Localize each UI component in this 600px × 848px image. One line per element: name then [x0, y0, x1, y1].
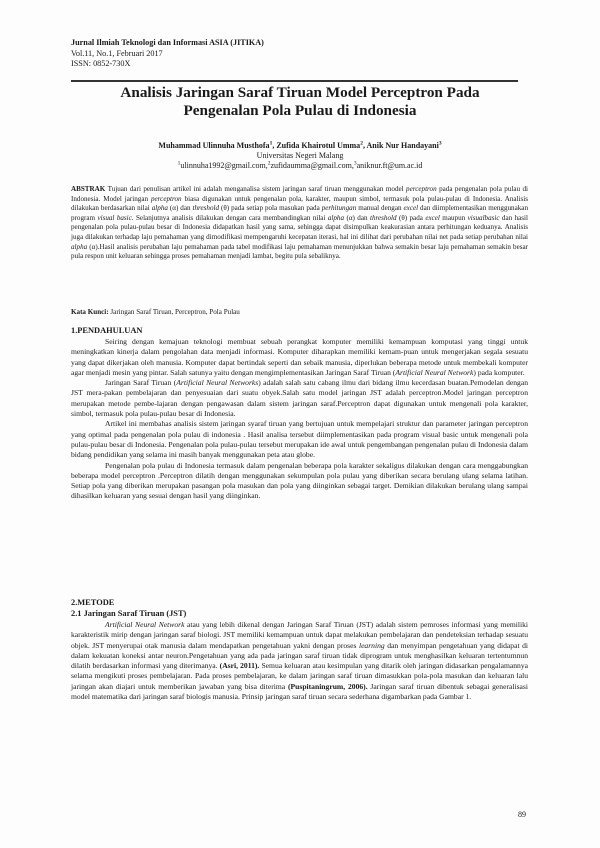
- abstract-text: biasa digunakan untuk pengenalan pola, karakter, maupun simbol, termasuk pola pulau-pulau di Indonesia. Analisis dilakukan berdasarkan nilai: [71, 194, 529, 213]
- paragraph-text: Seiring dengan kemajuan teknologi membuat sebuah perangkat komputer memiliki kemampuan komputasi yang tinggi untuk meningkatkan kinerja dalam pengolahan data menjadi informasi. Komputer diharapkan memiliki kemam-puan untuk mengerjakan segala sesuatu yang dapat dikerjakan oleh manusia. Komputer dapat bertindak seperti dan sebaik manusia, diperlukan beberapa metode untuk membekali komputer agar menjadi mesin yang pintar. Salah satunya yaitu dengan mengimplementasikan Jaringan Saraf Tiruan (: [71, 337, 528, 377]
- abstract-term: alpha: [327, 213, 345, 222]
- abstract-text: maupun: [439, 213, 468, 222]
- paragraph-term: Artificial Neural Networks: [176, 378, 259, 388]
- email-1: ulinnuha1992@gmail.com,: [180, 161, 268, 170]
- abstract-term: threshold: [369, 213, 397, 222]
- section-heading-introduction: 1.PENDAHULUAN: [71, 326, 143, 335]
- keywords: [71, 307, 528, 317]
- abstract-text: pada pengenalan pola pulau di Indonesia. Model jaringan: [71, 185, 528, 203]
- affiliation: Universitas Negeri Malang: [256, 151, 344, 160]
- author-block: [60, 141, 540, 171]
- abstract-text: (α) dan: [344, 213, 370, 222]
- paper-title: [60, 84, 540, 120]
- author-names: [60, 141, 540, 151]
- author-emails: [60, 161, 540, 171]
- intro-paragraph-2: [71, 378, 528, 419]
- author-sep: ,: [362, 141, 367, 150]
- paragraph-text: atau yang lebih dikenal dengan Jaringan Saraf Tiruan (JST) adalah sistem pemroses informasi yang memiliki karakteristik mirip dengan jaringan saraf biologi. JST memiliki kemampuan untuk dapat melakukan pembelajaran dan pendeteksian terhadap sesuatu objek. JST menyerupai otak manusia dalam mendapatkan pengetahuan yakni dengan proses: [71, 620, 528, 650]
- abstract-term: visual basic: [97, 213, 132, 222]
- author-1: Muhammad Ulinnuha Musthofa: [158, 141, 270, 150]
- abstract-text: (α) dan: [167, 204, 193, 213]
- title-line-2: Pengenalan Pola Pulau di Indonesia: [183, 102, 417, 119]
- abstract-label: ABSTRAK: [71, 185, 106, 193]
- abstract-term: excel: [403, 204, 419, 213]
- intro-paragraph-1: [71, 337, 528, 378]
- journal-volume: Vol.11, No.1, Februari 2017: [71, 48, 163, 58]
- email-2: zufidaumma@gmail.com,: [270, 161, 354, 170]
- abstract-text: . Selanjutnya analisis dilakukan dengan cara membandingkan nilai: [131, 213, 328, 222]
- section-heading-method: 2.METODE: [71, 598, 115, 607]
- method-paragraph-1: [71, 620, 528, 702]
- journal-issn: ISSN: 0852-730X: [71, 59, 131, 68]
- email-3: aniknur.ft@um.ac.id: [356, 161, 423, 170]
- email-3-sup: 3: [353, 160, 357, 167]
- paragraph-text: Jaringan Saraf Tiruan (: [105, 378, 177, 388]
- abstract-text: (θ) pada: [396, 213, 426, 222]
- abstract-term: alpha: [151, 204, 168, 213]
- abstract-text: (α).Hasil analisis perubahan laju pemahaman pada tabel modifikasi laju pemahaman menunjukkan bahwa semakin besar laju pemahaman semakin besar pula respon unit keluaran sehingga proses pemahaman menjadi lambat, begitu pula sebaliknya.: [71, 242, 528, 261]
- abstract-text: dan diimplementasikan menggunakan program: [71, 204, 528, 222]
- paragraph-text: ) adalah salah satu cabang ilmu dari bidang ilmu kecerdasan buatan.Pemodelan dengan JST mera-pakan pembelajaran dan penyesuaian dari suatu obyek.Salah satu model jaringan JST adalah perceptron.Model jaringan perceptron merupakan metode pembe-lajaran dengan pengawasan dalam sistem jaringan saraf.Perceptron dapat digunakan untuk mengenali pola karakter, simbol, termasuk pola pulau-pulau besar di Indonesia.: [71, 378, 529, 419]
- abstract-term: excel: [425, 213, 440, 222]
- method-body: [71, 620, 528, 702]
- title-line-1: Analisis Jaringan Saraf Tiruan Model Perceptron Pada: [120, 84, 480, 101]
- abstract-term: alpha: [71, 242, 88, 251]
- abstract-term: perhitungan: [321, 204, 357, 213]
- abstract-term: perceptron: [406, 185, 437, 193]
- author-3: Anik Nur Handayani: [366, 141, 439, 150]
- journal-name: Jurnal Ilmiah Teknologi dan Informasi ASIA (JITIKA): [71, 38, 264, 47]
- author-3-sup: 3: [438, 140, 442, 147]
- paragraph-text: Semua keluaran atau kesimpulan yang ditarik oleh jaringan didasarkan pengalamannya selama mengikuti proses pembelajaran. Pada proses pembelajaran, ke dalam jaringan saraf tiruan dimasukkan pola-pola masukan dan keluaran lalu jaringan akan diajari untuk memberikan jawaban yang bisa diterima: [71, 661, 528, 691]
- author-2: Zufida Khairotul Umma: [276, 141, 361, 150]
- paragraph-term: Artificial Neural Network: [395, 367, 474, 377]
- citation: (Asri, 2011).: [219, 661, 260, 671]
- abstract-text: manual dengan: [356, 204, 404, 213]
- abstract-text: dan hasil pengenalan pola pulau-pulau besar di Indonesia didapatkan hasil yang sama, sehingga dapat disimpulkan keakurasian antara perhitungan keduanya. Analisis juga dilakukan terhadap laju pemahaman yang dimodifikasi mempengaruhi kecepatan iterasi, hal ini dilihat dari perubahan nilai net pada setiap perubahan nilai: [71, 213, 528, 241]
- header-rule: [71, 80, 518, 82]
- email-2-sup: 2: [267, 160, 271, 167]
- author-2-sup: 2: [360, 140, 363, 147]
- paragraph-term: Artificial Neural Network: [105, 620, 185, 629]
- abstract-term: perceptron: [150, 194, 182, 203]
- abstract-text: Tujuan dari penulisan artikel ini adalah menganalisa sistem jaringan saraf tiruan menggunakan model: [107, 185, 407, 193]
- intro-paragraph-4: Pengenalan pola pulau di Indonesia termasuk dalam pengenalan beberapa pola karakter sekaligus dilakukan dengan cara menggabungkan beberapa model perceptron .Perceptron dilatih dengan menggunakan sekumpulan pola pulau yang diberikan secara berulang ulang selama latihan. Setiap pola yang diberikan merupakan pasangan pola masukan dan pola yang diinginkan sebagai target. Demikian dilakukan berulang ulang sampai dihasilkan keluaran yang sesuai dengan hasil yang diinginkan.: [71, 460, 528, 501]
- citation: (Puspitaningrum, 2006).: [287, 681, 368, 691]
- intro-paragraph-3: Artikel ini membahas analisis sistem jaringan syaraf tiruan yang bertujuan untuk mempelajari struktur dan parameter jaringan perceptron yang optimal pada pengenalan pola pulau di indonesia . Hasil analisa tersebut diimplementasikan pada program visual basic untuk mengenali pola pulau-pulau besar di Indonesia. Pengenalan pola pulau-pulau tersebut merupakan ide awal untuk pengembangan pengenalan pulau di Indonesia dalam bidang pendidikan yang selama ini masih banyak menggunakan peta atau globe.: [71, 419, 528, 460]
- abstract-paragraph: [71, 185, 528, 262]
- subsection-heading-jst: 2.1 Jaringan Saraf Tiruan (JST): [71, 609, 187, 618]
- email-1-sup: 1: [177, 160, 181, 167]
- keywords-line: [71, 307, 528, 317]
- keywords-text: Jaringan Saraf Tiruan, Perceptron, Pola Pulau: [108, 308, 240, 316]
- author-sep: ,: [272, 141, 277, 150]
- page-number: 89: [518, 810, 526, 819]
- abstract-term: threshold: [192, 204, 220, 213]
- journal-header: [71, 38, 264, 70]
- keywords-label: Kata Kunci:: [71, 308, 109, 316]
- abstract-term: visualbasic: [467, 213, 500, 222]
- abstract: [71, 185, 528, 262]
- abstract-text: (θ) pada setiap pola masukan pada: [219, 204, 322, 213]
- paragraph-term: learning: [358, 640, 385, 650]
- author-1-sup: 1: [269, 140, 273, 147]
- paragraph-text: ) pada komputer.: [473, 367, 525, 377]
- paragraph-text: dan menyimpan pengetahuan yang didapat di dalam kekuatan koneksi antar neuron.Pengetahuan yang ada pada jaringan saraf tiruan tidak diprogram untuk menghasilkan keluaran tertentumnun dilatih berdasarkan informasi yang diterimanya.: [71, 640, 528, 671]
- paragraph-text: Jaringan saraf tiruan dibentuk sebagai generalisasi model matematika dari jaringan saraf biologis manusia. Prinsip jaringan saraf tiruan secara sederhana digambarkan pada Gambar 1.: [71, 681, 528, 702]
- introduction-body: [71, 337, 528, 502]
